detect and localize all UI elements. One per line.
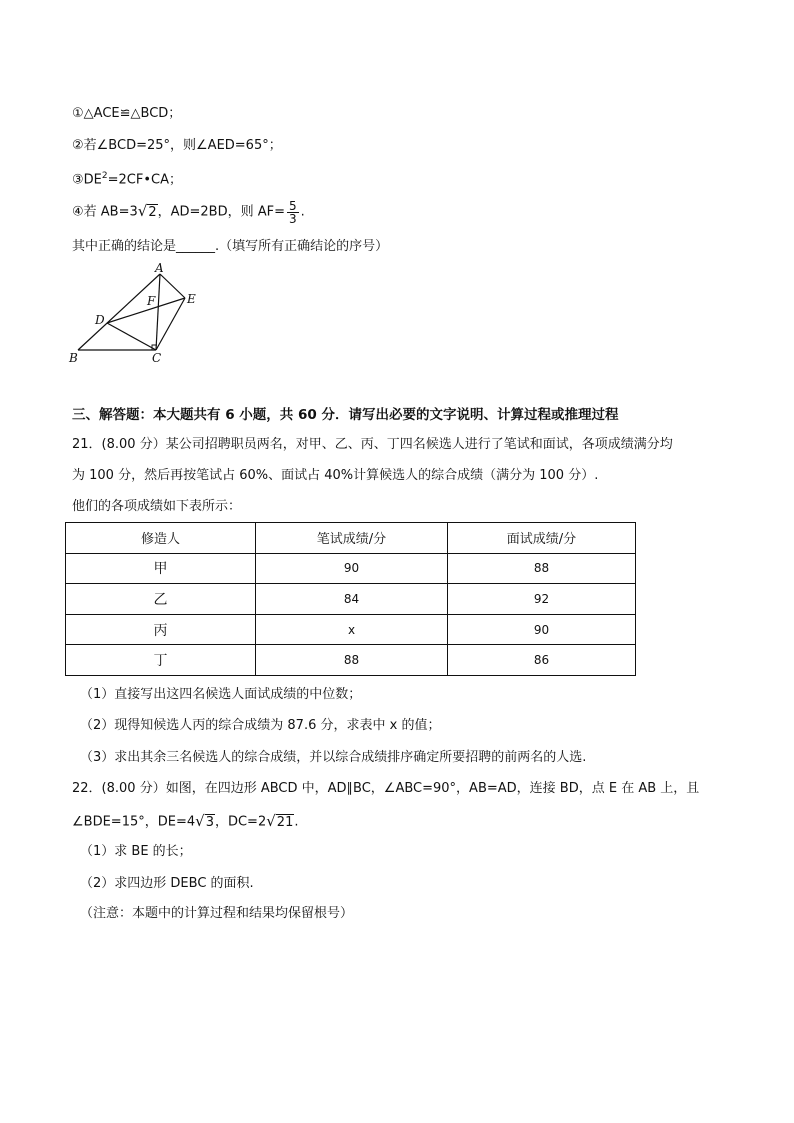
segment-ac bbox=[156, 274, 160, 350]
option-2: ②若∠BCD=25°，则∠AED=65°； bbox=[72, 138, 282, 153]
q22-note: （注意：本题中的计算过程和结果均保留根号） bbox=[80, 906, 354, 921]
sqrt-2: √2 bbox=[137, 202, 157, 220]
table-row bbox=[66, 614, 636, 645]
label-e: E bbox=[187, 292, 196, 306]
sqrt-21-radicand: 21 bbox=[276, 815, 294, 830]
cell-candidate: 丁 bbox=[66, 645, 256, 676]
table-row bbox=[66, 553, 636, 584]
fraction-denominator: 3 bbox=[289, 211, 297, 226]
q21-line-3: 他们的各项成绩如下表所示： bbox=[72, 499, 242, 514]
fraction-numerator: 5 bbox=[289, 198, 297, 213]
label-c: C bbox=[152, 351, 162, 365]
q22-line-2-end: . bbox=[294, 814, 299, 830]
sqrt-3-radicand: 3 bbox=[205, 815, 214, 830]
header-candidate: 修造人 bbox=[66, 523, 256, 554]
table-row bbox=[66, 645, 636, 676]
cell-interview: 86 bbox=[448, 645, 636, 676]
cell-written: 84 bbox=[256, 584, 448, 615]
q21-sub-3: （3）求出其余三名候选人的综合成绩，并以综合成绩排序确定所要招聘的前两名的人选. bbox=[80, 750, 587, 765]
cell-written: x bbox=[256, 614, 448, 645]
sqrt-2-radicand: 2 bbox=[148, 205, 157, 220]
segment-dc bbox=[107, 323, 156, 350]
label-d: D bbox=[95, 313, 105, 327]
option-3-part-b: =2CF•CA； bbox=[107, 172, 182, 188]
q22-line-2-part-b: ，DC=2 bbox=[214, 814, 267, 830]
header-written: 笔试成绩/分 bbox=[256, 523, 448, 554]
segment-ae bbox=[160, 274, 185, 298]
q22-sub-2: （2）求四边形 DEBC 的面积. bbox=[80, 876, 254, 891]
score-table bbox=[65, 522, 636, 676]
option-4-part-a: ④若 AB=3 bbox=[72, 204, 138, 220]
q22-sub-1: （1）求 BE 的长； bbox=[80, 844, 192, 859]
sqrt-21: √21 bbox=[266, 812, 294, 830]
option-1: ①△ACE≌△BCD； bbox=[72, 106, 182, 121]
q22-line-2 bbox=[72, 809, 298, 835]
option-4-end: . bbox=[300, 204, 305, 220]
cell-written: 90 bbox=[256, 553, 448, 584]
option-3-superscript: 2 bbox=[101, 171, 108, 181]
cell-interview: 90 bbox=[448, 614, 636, 645]
label-a: A bbox=[155, 262, 164, 275]
table-header-row bbox=[66, 523, 636, 554]
table-row bbox=[66, 584, 636, 615]
cell-candidate: 丙 bbox=[66, 614, 256, 645]
fill-in-prompt: 其中正确的结论是______.（填写所有正确结论的序号） bbox=[72, 239, 389, 254]
q21-line-2: 为 100 分，然后再按笔试占 60%、面试占 40%计算候选人的综合成绩（满分为 100 分）. bbox=[72, 468, 599, 483]
section-title: 三、解答题：本大题共有 6 小题，共 60 分．请写出必要的文字说明、计算过程或推理过程 bbox=[72, 407, 619, 423]
option-3 bbox=[72, 166, 182, 190]
q22-line-2-part-a: ∠BDE=15°，DE=4 bbox=[72, 814, 196, 830]
geometry-figure bbox=[66, 262, 206, 370]
fraction-af bbox=[287, 200, 299, 225]
option-4 bbox=[72, 198, 305, 226]
cell-interview: 92 bbox=[448, 584, 636, 615]
option-4-part-b: ，AD=2BD，则 AF= bbox=[157, 204, 286, 220]
q21-sub-2: （2）现得知候选人丙的综合成绩为 87.6 分，求表中 x 的值； bbox=[80, 718, 441, 733]
option-3-part-a: ③DE bbox=[72, 172, 102, 188]
q21-sub-1: （1）直接写出这四名候选人面试成绩的中位数； bbox=[80, 687, 362, 702]
cell-candidate: 乙 bbox=[66, 584, 256, 615]
cell-written: 88 bbox=[256, 645, 448, 676]
header-interview: 面试成绩/分 bbox=[448, 523, 636, 554]
label-f: F bbox=[147, 294, 156, 308]
segment-ab bbox=[78, 274, 160, 350]
sqrt-3: √3 bbox=[195, 812, 214, 830]
q21-line-1: 21．(8.00 分）某公司招聘职员两名，对甲、乙、丙、丁四名候选人进行了笔试和面试，各项成绩满分均 bbox=[72, 437, 673, 452]
cell-candidate: 甲 bbox=[66, 553, 256, 584]
cell-interview: 88 bbox=[448, 553, 636, 584]
label-b: B bbox=[69, 351, 78, 365]
q22-line-1: 22．(8.00 分）如图，在四边形 ABCD 中，AD∥BC，∠ABC=90°，AB=AD，连接 BD，点 E 在 AB 上，且 bbox=[72, 781, 700, 796]
